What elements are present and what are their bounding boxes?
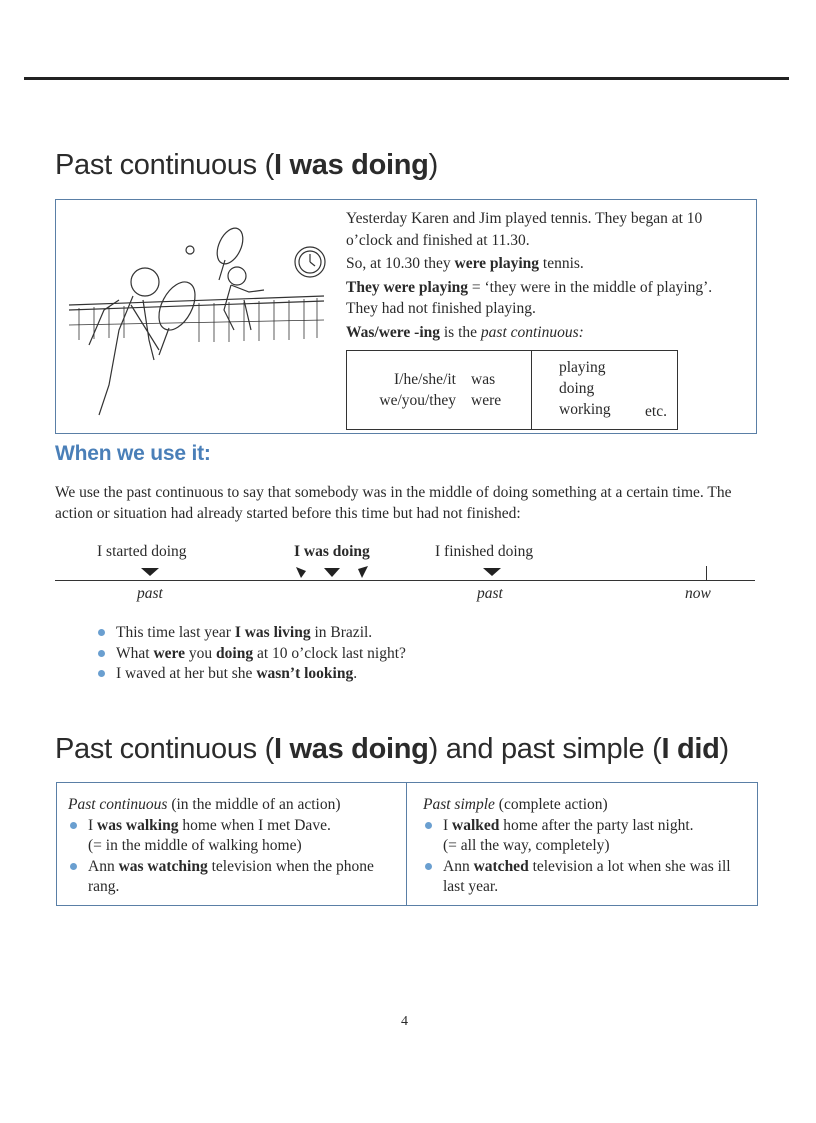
timeline-now: now: [685, 585, 711, 602]
past-continuous-column: [68, 795, 398, 898]
timeline-started: I started doing: [97, 543, 187, 560]
list-item: I walked home after the party last night. (= all the way, completely): [423, 816, 748, 857]
forms-etc: etc.: [645, 403, 667, 420]
bullet-icon: [98, 629, 105, 636]
forms-verbs: playing doing working: [559, 359, 611, 418]
forms-subjects: I/he/she/it we/you/they: [379, 371, 456, 409]
forms-auxiliaries: was were: [471, 371, 502, 409]
timeline-now-tick: [706, 566, 707, 580]
timeline-past-left: past: [137, 585, 163, 602]
column-heading: Past continuous (in the middle of an action): [68, 796, 341, 813]
forms-divider: [531, 351, 532, 429]
intro-box: [55, 199, 757, 434]
list-item: I waved at her but she wasn’t looking.: [96, 664, 406, 685]
top-rule: [24, 77, 789, 80]
page-title: Past continuous (I was doing): [55, 149, 438, 181]
timeline-line: [55, 580, 755, 581]
timeline-finished: I finished doing: [435, 543, 534, 560]
timeline-was-doing: I was doing: [294, 543, 370, 560]
bullet-icon: [70, 822, 77, 829]
bullet-icon: [70, 863, 77, 870]
comparison-box: [56, 782, 758, 906]
arrow-down-icon: [138, 566, 162, 578]
list-item: This time last year I was living in Brazil.: [96, 623, 406, 644]
intro-line-2: So, at 10.30 they were playing tennis.: [346, 255, 584, 272]
list-item: Ann was watching television when the phone rang.: [68, 857, 398, 898]
column-heading: Past simple (complete action): [423, 796, 608, 813]
bullet-icon: [425, 863, 432, 870]
column-divider: [406, 783, 407, 905]
timeline-past-right: past: [477, 585, 503, 602]
past-simple-column: [423, 795, 748, 898]
list-item: I was walking home when I met Dave. (= in the middle of walking home): [68, 816, 398, 857]
bullet-icon: [98, 650, 105, 657]
section-title-comparison: Past continuous (I was doing) and past simple (I did): [55, 733, 729, 765]
tennis-illustration: [59, 210, 334, 425]
page-number: 4: [401, 1014, 408, 1029]
arrow-down-icon: [480, 566, 504, 578]
when-heading: When we use it:: [55, 442, 211, 465]
explanation-paragraph: We use the past continuous to say that somebody was in the middle of doing something at a certain time. The action or situation had already started before this time but had not finished:: [55, 484, 732, 522]
intro-line-3: They were playing = ‘they were in the middle of playing’. They had not finished playing.: [346, 278, 713, 317]
intro-text: [346, 208, 746, 343]
examples-list: [96, 623, 406, 685]
arrows-down-icon: [292, 566, 372, 580]
bullet-icon: [98, 670, 105, 677]
intro-line-1: Yesterday Karen and Jim played tennis. They began at 10 o’clock and finished at 11.30.: [346, 210, 703, 249]
list-item: Ann watched television a lot when she was ill last year.: [423, 857, 748, 898]
list-item: What were you doing at 10 o’clock last night?: [96, 644, 406, 665]
intro-line-4: Was/were -ing is the past continuous:: [346, 323, 584, 341]
forms-table: [346, 350, 678, 430]
bullet-icon: [425, 822, 432, 829]
